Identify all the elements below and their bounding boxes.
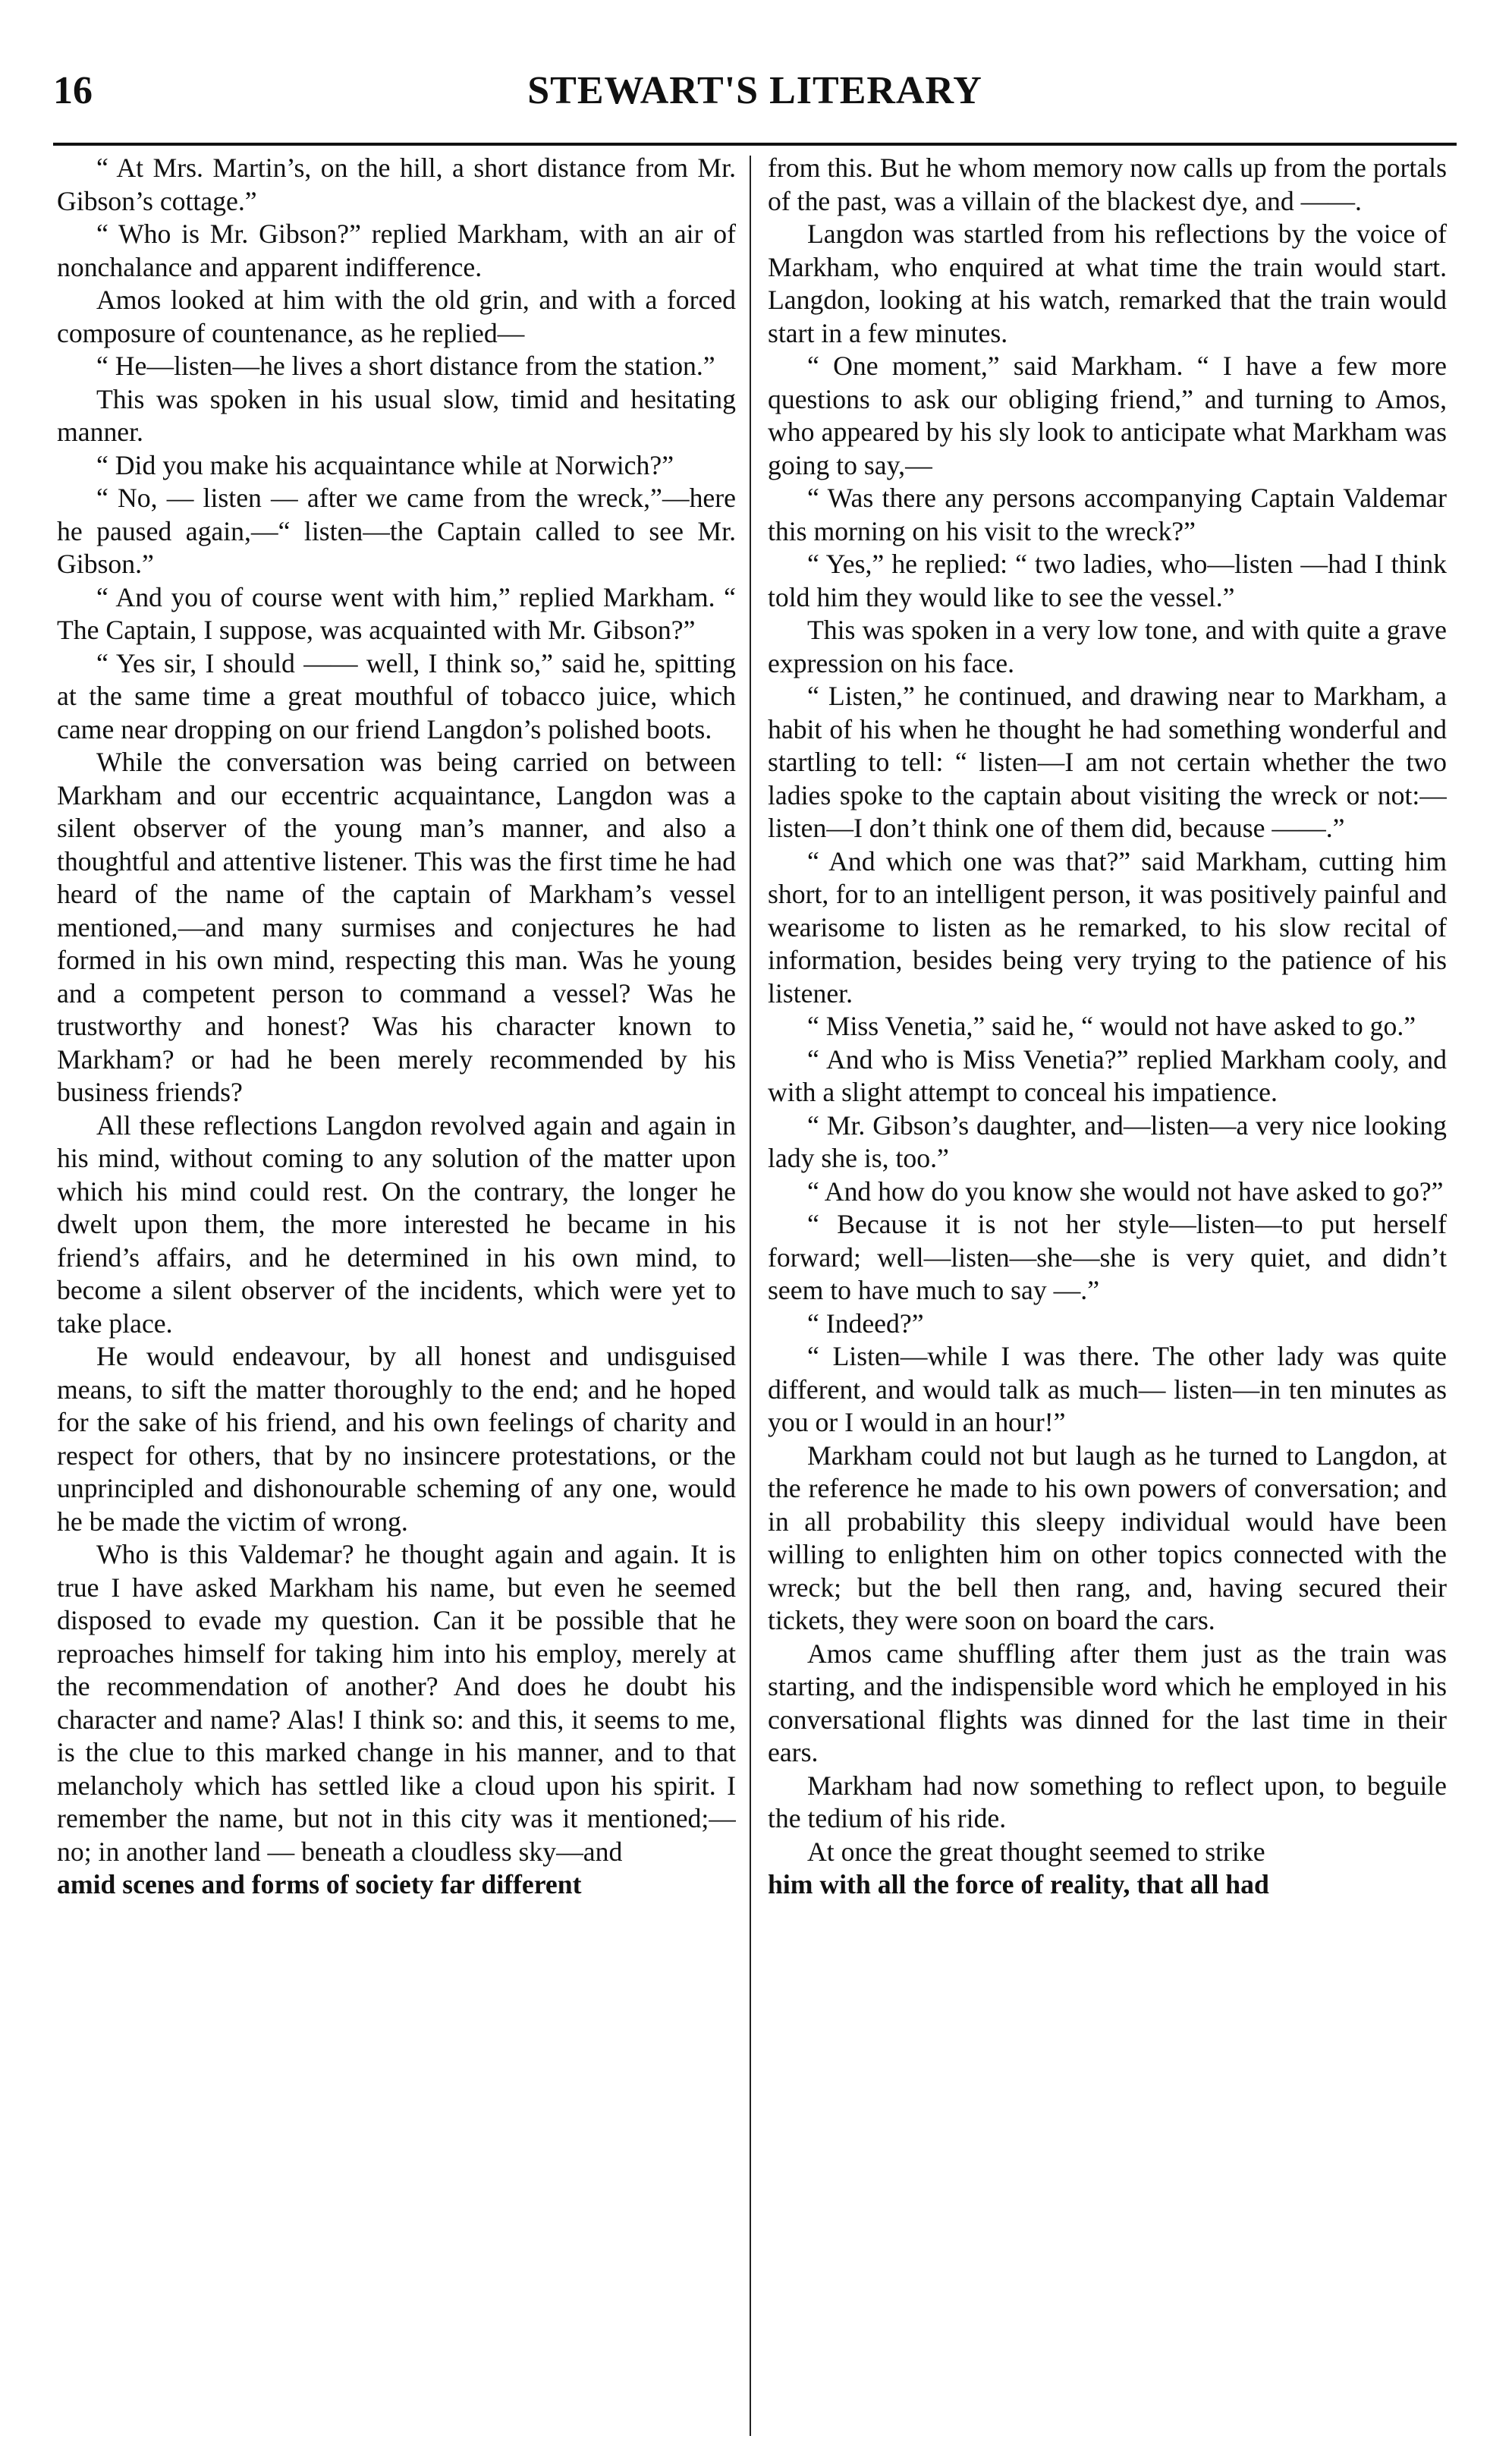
paragraph: from this. But he whom memory now calls up from the portals of the past, was a villain of the blackest dye, and ——. <box>768 153 1447 216</box>
paragraph: He would endeavour, by all honest and undisguised means, to sift the matter thoroughly to the end; and he hoped for the sake of his friend, and his own feelings of charity and respect for others, that by no insincere protestations, or the unprincipled and dishonourable scheming of any one, would he be made the victim of wrong. <box>57 1341 736 1537</box>
paragraph: This was spoken in his usual slow, timid and hesitating manner. <box>57 383 736 447</box>
page-number: 16 <box>53 69 93 112</box>
paragraph: “ Indeed?” <box>807 1308 924 1339</box>
paragraph: “ No, — listen — after we came from the wreck,”—here he paused again,—“ listen—the Captain called to see Mr. Gibson.” <box>57 483 736 579</box>
paragraph: “ Miss Venetia,” said he, “ would not have asked to go.” <box>807 1011 1416 1041</box>
column-divider <box>750 156 751 2436</box>
paragraph: “ He—listen—he lives a short distance from the station.” <box>96 351 715 381</box>
right-column <box>768 152 1447 2436</box>
paragraph: While the conversation was being carried on between Markham and our eccentric acquaintance, Langdon was a silent observer of the young man’s manner, and also a thoughtful and attentive listener. This was the first time he had heard of the name of the captain of Markham’s vessel mentioned,—and many surmises and conjectures he had formed in his own mind, respecting this man. Was he young and a competent person to command a vessel? Was he trustworthy and honest? Was his character known to Markham? or had he been merely recommended by his business friends? <box>57 747 736 1107</box>
paragraph: Who is this Valdemar? he thought again and again. It is true I have asked Markham his name, but even he seemed disposed to evade my question. Can it be possible that he reproaches himself for taking him into his employ, merely at the recommendation of another? And does he doubt his character and name? Alas! I think so: and this, it seems to me, is the clue to this marked change in his manner, and to that melancholy which has settled like a cloud upon his spirit. I remember the name, but not in this city was it mentioned;—no; in another land — beneath a cloudless sky—and <box>57 1539 736 1867</box>
paragraph: “ And you of course went with him,” replied Markham. “ The Captain, I suppose, was acquainted with Mr. Gibson?” <box>57 581 736 645</box>
paragraph: “ Mr. Gibson’s daughter, and—listen—a very nice looking lady she is, too.” <box>768 1109 1447 1173</box>
paragraph: All these reflections Langdon revolved again and again in his mind, without coming to any solution of the matter upon which his mind could rest. On the contrary, the longer he dwelt upon them, the more interested he became in his friend’s affairs, and he determined in his own mind, to become a silent observer of the incidents, which were yet to take place. <box>57 1109 736 1339</box>
left-column <box>57 152 736 2436</box>
paragraph: Markham had now something to reflect upon, to beguile the tedium of his ride. <box>768 1770 1447 1833</box>
paragraph: “ Yes sir, I should —— well, I think so,” said he, spitting at the same time a great mouthful of tobacco juice, which came near dropping on our friend Langdon’s polished boots. <box>57 647 736 744</box>
page-header <box>53 68 1457 129</box>
paragraph: him with all the force of reality, that all had <box>768 1869 1269 1899</box>
paragraph: amid scenes and forms of society far different <box>57 1869 582 1899</box>
paragraph: “ One moment,” said Markham. “ I have a few more questions to ask our obliging friend,” and turning to Amos, who appeared by his sly look to anticipate what Markham was going to say,— <box>768 351 1447 480</box>
paragraph: At once the great thought seemed to strike <box>807 1836 1265 1867</box>
paragraph: “ Did you make his acquaintance while at Norwich?” <box>96 449 674 480</box>
paragraph: “ Yes,” he replied: “ two ladies, who—listen —had I think told him they would like to see the vessel.” <box>768 549 1447 612</box>
paragraph: “ Because it is not her style—listen—to put herself forward; well—listen—she—she is very quiet, and didn’t seem to have much to say —.” <box>768 1209 1447 1305</box>
journal-title: STEWART'S LITERARY <box>527 69 982 112</box>
paragraph: “ Listen,” he continued, and drawing near to Markham, a habit of his when he thought he had something wonderful and startling to tell: “ listen—I am not certain whether the two ladies spoke to the captain about visiting the wreck or not:—listen—I don’t think one of them did, because ——.” <box>768 681 1447 843</box>
paragraph: Amos came shuffling after them just as the train was starting, and the indispensible word which he employed in his conversational flights was dinned for the last time in their ears. <box>768 1638 1447 1767</box>
paragraph: “ Who is Mr. Gibson?” replied Markham, with an air of nonchalance and apparent indifference. <box>57 219 736 282</box>
paragraph: Amos looked at him with the old grin, and with a forced composure of countenance, as he replied— <box>57 285 736 348</box>
paragraph: “ And who is Miss Venetia?” replied Markham cooly, and with a slight attempt to conceal his impatience. <box>768 1043 1447 1107</box>
paragraph: “ Listen—while I was there. The other lady was quite different, and would talk as much— listen—in ten minutes as you or I would in an hour!” <box>768 1341 1447 1437</box>
paragraph: Markham could not but laugh as he turned to Langdon, at the reference he made to his own powers of conversation; and in all probability this sleepy individual would have been willing to enlighten him on other topics connected with the wreck; but the bell then rang, and, having secured their tickets, they were soon on board the cars. <box>768 1440 1447 1635</box>
header-rule <box>53 143 1457 146</box>
paragraph: “ And which one was that?” said Markham, cutting him short, for to an intelligent person, it was positively painful and wearisome to listen as he remarked, to his slow recital of information, besides being very trying to the patience of his listener. <box>768 845 1447 1009</box>
paragraph: “ Was there any persons accompanying Captain Valdemar this morning on his visit to the wreck?” <box>768 483 1447 546</box>
paragraph: “ And how do you know she would not have asked to go?” <box>807 1175 1444 1207</box>
paragraph: “ At Mrs. Martin’s, on the hill, a short distance from Mr. Gibson’s cottage.” <box>57 153 736 216</box>
paragraph: This was spoken in a very low tone, and with quite a grave expression on his face. <box>768 615 1447 678</box>
paragraph: Langdon was startled from his reflections by the voice of Markham, who enquired at what time the train would start. Langdon, looking at his watch, remarked that the train would start in a few minutes. <box>768 219 1447 348</box>
